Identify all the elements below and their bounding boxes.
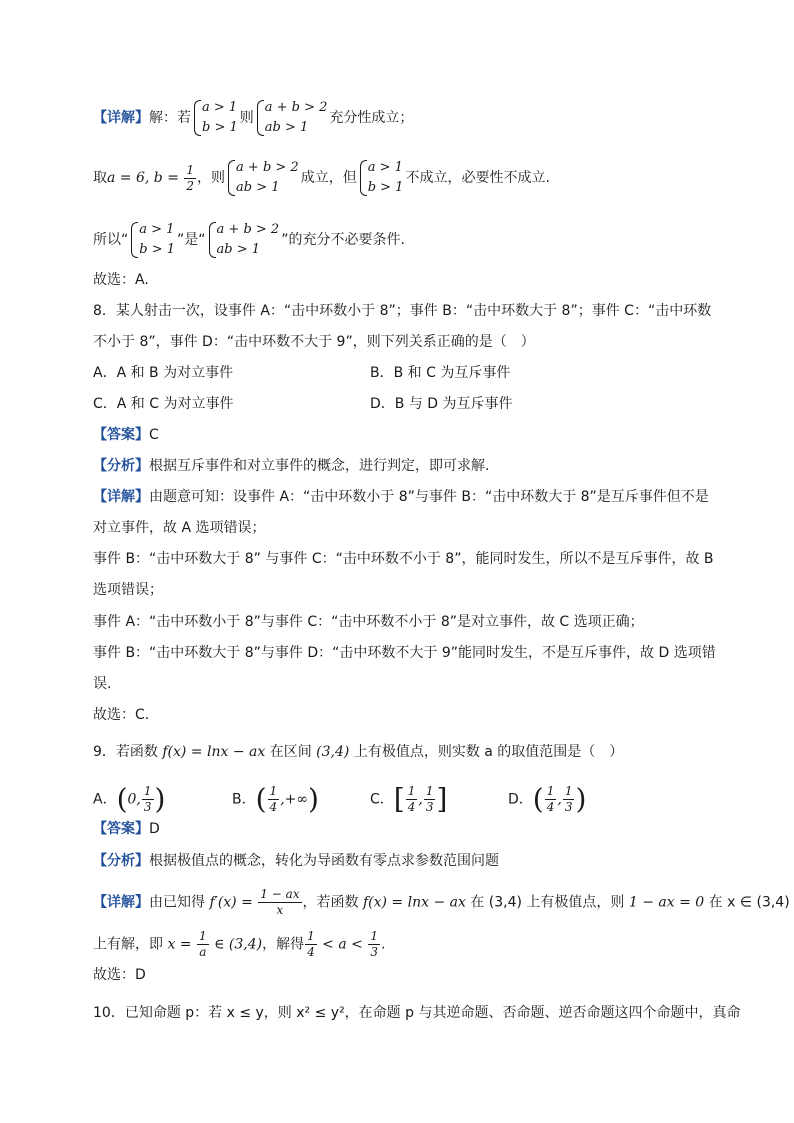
q8-detail-line1: 【详解】由题意可知：设事件 A：“击中环数小于 8”与事件 B：“击中环数大于 8”是互斥事件但不是 (93, 489, 709, 505)
q7-detail-line1: 【详解】解：若 a > 1 b > 1 则 a + b > 2 ab > 1 充分性成立； (93, 98, 413, 138)
answer-tag: 【答案】 (93, 427, 149, 443)
q8-option-b: B．B 和 C 为互斥事件 (370, 365, 511, 381)
q8-detail-line3: 事件 B：“击中环数大于 8” 与事件 C：“击中环数不小于 8”，能同时发生，所以不是互斥事件，故 B (93, 551, 714, 567)
q8-option-d: D．B 与 D 为互斥事件 (370, 396, 513, 412)
q9-detail-line2: 上有解，即 x = $\frac{1}{a}$ ∈ (3,4)，解得 $\frac{1}{4}$ < a < $\frac{1}{3}$ . (93, 929, 386, 959)
system-sum-product: a + b > 2 ab > 1 (208, 220, 280, 260)
q9-detail-line1: 【详解】由已知得 f′(x) = $\frac{1 - ax}{x}$ ，若函数 f(x) = lnx − ax 在 (3,4) 上有极值点，则 1 − ax = 0 在 x ∈ (3,4) (93, 887, 790, 917)
q7-choose: 故选：A. (93, 272, 149, 288)
detail-tag: 【详解】 (93, 894, 149, 911)
derivative-fraction: $\frac{1 - ax}{x}$ (260, 887, 300, 917)
q8-option-a: A．A 和 B 为对立事件 (93, 365, 234, 381)
q8-detail-line4: 选项错误； (93, 582, 163, 598)
q8-detail-line2: 对立事件，故 A 选项错误； (93, 520, 266, 536)
q7-detail-line2: 取a = 6, b = $\frac{1}{2}$ ，则 a + b > 2 ab > 1 成立，但 a > 1 b > 1 不成立，必要性不成立. (93, 158, 550, 198)
q8-stem-line1: 8．某人射击一次，设事件 A：“击中环数小于 8”；事件 B：“击中环数大于 8”；事件 C：“击中环数 (93, 303, 712, 319)
analysis-tag: 【分析】 (93, 458, 149, 474)
q9-option-b: B．( $\frac{1}{4}$ ,+∞) (232, 782, 319, 816)
q9-analysis: 【分析】根据极值点的概念，转化为导函数有零点求参数范围问题 (93, 853, 499, 869)
answer-tag: 【答案】 (93, 821, 149, 837)
system-a-gt1-b-gt1: a > 1 b > 1 (359, 158, 404, 198)
q9-choose: 故选：D (93, 967, 146, 983)
detail-tag: 【详解】 (93, 110, 149, 126)
q10-stem: 10．已知命题 p：若 x ≤ y，则 x² ≤ y²，在命题 p 与其逆命题、否命题、逆否命题这四个命题中，真命 (93, 1005, 741, 1021)
q9-option-c: C．[ $\frac{1}{4}$ , $\frac{1}{3}$ ] (370, 782, 448, 816)
q8-analysis: 【分析】根据互斥事件和对立事件的概念，进行判定，即可求解. (93, 458, 490, 474)
fraction-one-half: $\frac{1}{2}$ (186, 162, 195, 193)
q9-stem: 9．若函数 f(x) = lnx − ax 在区间 (3,4) 上有极值点，则实数 a 的取值范围是（ ） (93, 744, 624, 760)
system-sum-product: a + b > 2 ab > 1 (227, 158, 299, 198)
q8-stem-line2: 不小于 8”，事件 D：“击中环数不大于 9”，则下列关系正确的是（ ） (93, 334, 535, 350)
q8-detail-line7: 误. (93, 676, 112, 692)
q8-detail-line5: 事件 A：“击中环数小于 8”与事件 C：“击中环数不小于 8”是对立事件，故 C 选项正确； (93, 614, 644, 630)
system-a-gt1-b-gt1: a > 1 b > 1 (130, 220, 175, 260)
system-sum-product: a + b > 2 ab > 1 (256, 98, 328, 138)
q8-choose: 故选：C. (93, 707, 150, 723)
analysis-tag: 【分析】 (93, 853, 149, 869)
system-a-gt1-b-gt1: a > 1 b > 1 (193, 98, 238, 138)
q8-option-c: C．A 和 C 为对立事件 (93, 396, 234, 412)
q7-detail-line3: 所以“ a > 1 b > 1 ”是“ a + b > 2 ab > 1 ”的充分不必要条件. (93, 220, 405, 260)
detail-tag: 【详解】 (93, 489, 149, 505)
q9-answer: 【答案】D (93, 821, 160, 837)
q8-detail-line6: 事件 B：“击中环数大于 8”与事件 D：“击中环数不大于 9”能同时发生，不是互斥事件，故 D 选项错 (93, 645, 716, 661)
q8-answer: 【答案】C (93, 427, 159, 443)
q9-option-a: A．(0, $\frac{1}{3}$ ) (93, 782, 166, 816)
q9-option-d: D．( $\frac{1}{4}$ , $\frac{1}{3}$ ) (508, 782, 587, 816)
